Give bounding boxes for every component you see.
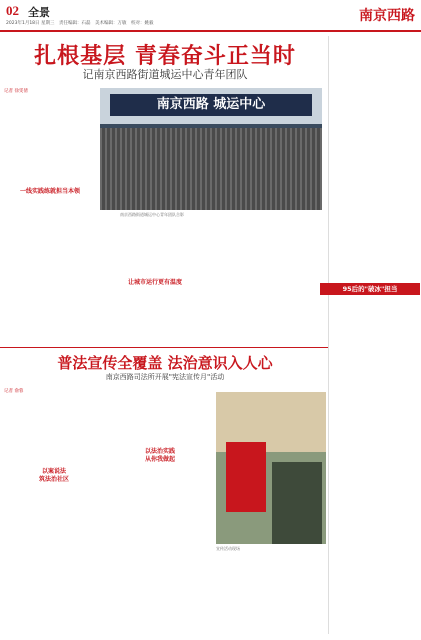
group-photo [100, 88, 322, 210]
section-title-cases-2: 筑法治社区 [38, 476, 69, 483]
article2-column-6 [332, 556, 418, 634]
article1-column-1 [4, 95, 96, 185]
photo-banner: 南京西路 城运中心 [110, 94, 312, 116]
event-photo-caption: 宣传活动现场 [216, 546, 240, 551]
section-title-practice-2: 从你我做起 [144, 456, 175, 463]
article1-column-2 [4, 196, 96, 344]
article1-column-4 [214, 220, 322, 344]
article2-column-2 [4, 484, 104, 634]
article1-column-6 [332, 300, 418, 550]
article2-column-3 [108, 388, 212, 444]
article2-headline: 普法宣传全覆盖 法治意识入人心 [57, 354, 273, 372]
section-title-warmth: 让城市运行更有温度 [127, 279, 182, 286]
article2-column-1 [4, 395, 104, 465]
article1-byline: 记者 徐雯倩 [4, 89, 28, 94]
article2-column-4 [108, 464, 212, 634]
article1-headline: 扎根基层 青春奋斗正当时 [34, 43, 296, 69]
article1-subheadline: 记南京西路街道城运中心青年团队 [82, 68, 248, 81]
section-title-cases-1: 以案说法 [41, 468, 66, 475]
article-divider [0, 347, 328, 348]
photo-caption: 南京西路街道城运中心青年团队合影 [120, 212, 184, 217]
section-title-practice-1: 以法治实践 [144, 448, 175, 455]
brand-logo: 南京西路 [359, 8, 415, 24]
article2-byline: 记者 俞蓉 [4, 389, 24, 394]
article1-column-5 [332, 40, 418, 280]
article2-column-5 [216, 556, 326, 634]
date-line: 2023年1月18日 星期三 责任编辑：石磊 美术编辑：万敏 校对：姚毅 [6, 21, 154, 26]
event-photo [216, 392, 326, 544]
box-title: 95后的"破冰"担当 [320, 283, 420, 295]
page-header [0, 0, 421, 32]
article2-subheadline: 南京西路司法所开展"宪法宣传月"活动 [105, 373, 225, 381]
page-number: 02 [6, 3, 19, 18]
section-title-practice: 一线实践练就担当本领 [19, 188, 80, 195]
section-name: 全景 [28, 6, 50, 19]
column-divider [328, 36, 329, 634]
